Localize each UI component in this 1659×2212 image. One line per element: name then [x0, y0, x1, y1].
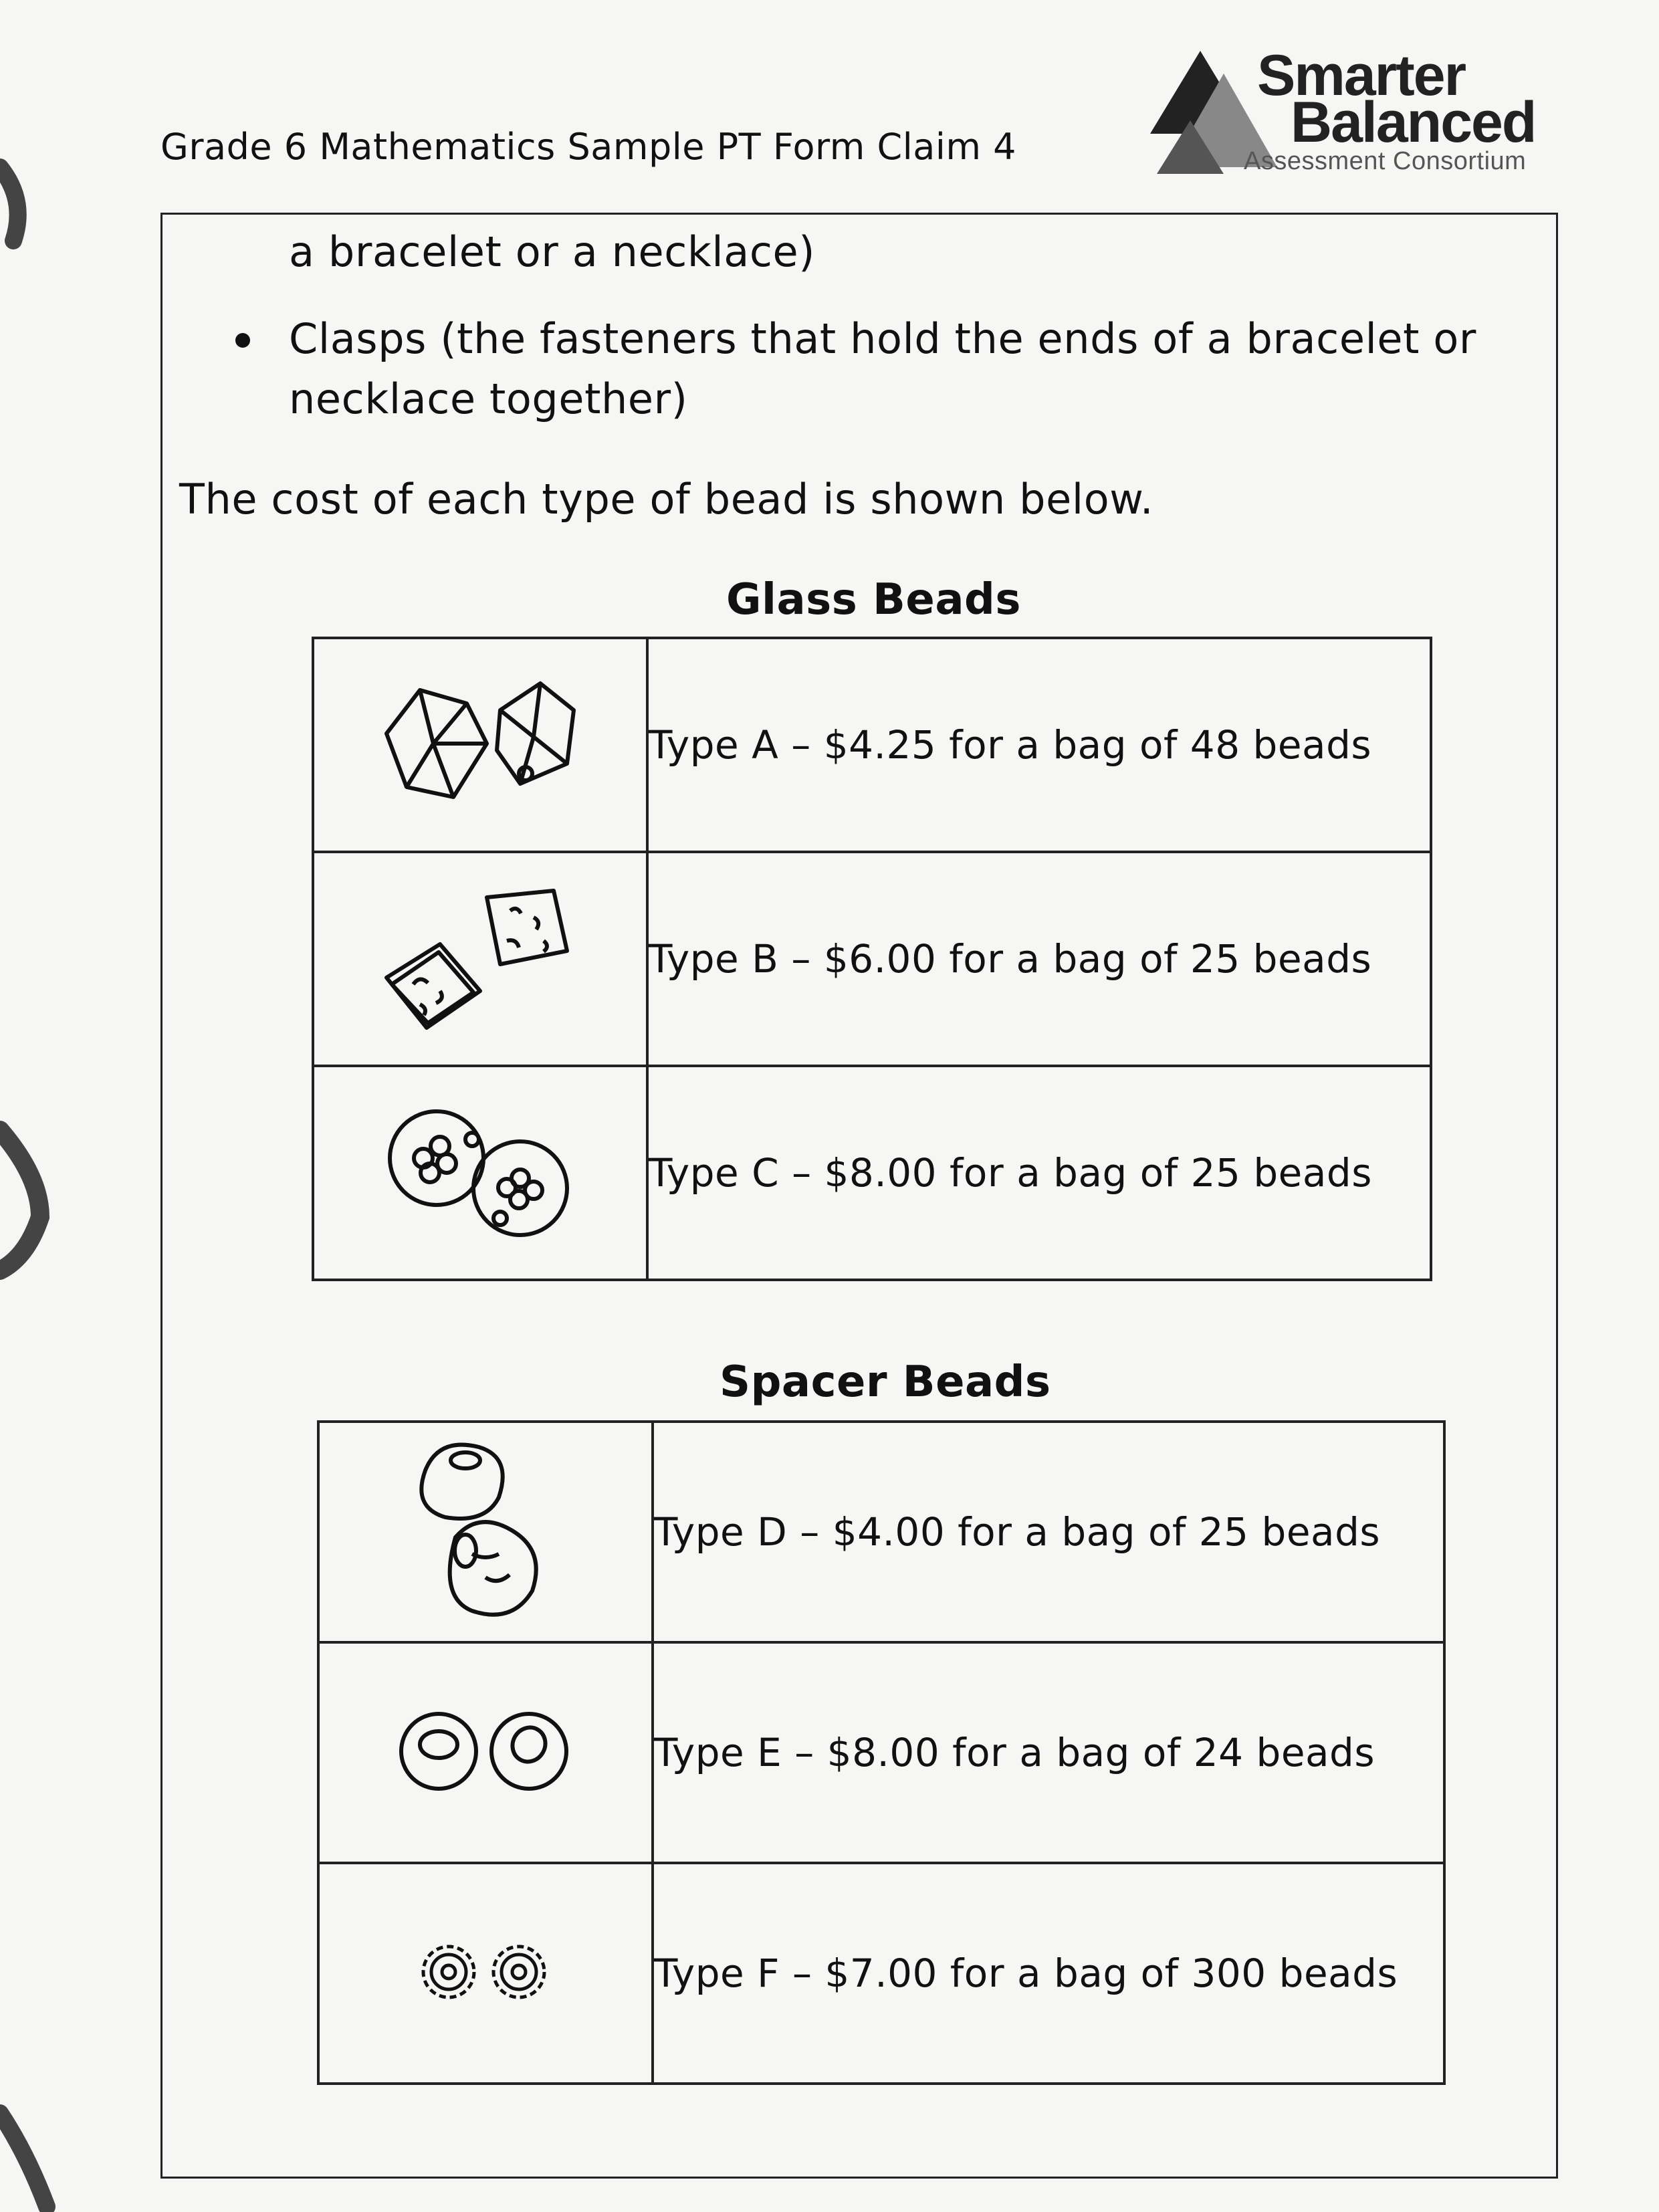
- spacer-beads-title: Spacer Beads: [720, 1357, 1051, 1407]
- bullet-text-line2: necklace together): [289, 374, 688, 423]
- round-bead-icon: [385, 1698, 586, 1805]
- spacer-beads-table: [317, 1420, 1446, 2085]
- faceted-bead-icon: [373, 670, 587, 817]
- type-a-label: Type A – $4.25 for a bag of 48 beads: [647, 638, 1431, 852]
- bullet-text-line1: Clasps (the fasteners that hold the ends of a bracelet or: [289, 314, 1476, 363]
- type-f-label: Type F – $7.00 for a bag of 300 beads: [653, 1863, 1444, 2084]
- square-bead-icon: [373, 877, 587, 1038]
- logo-text-smarter: Smarter: [1257, 43, 1466, 108]
- smarter-balanced-logo: [1150, 43, 1551, 181]
- page-header-title: Grade 6 Mathematics Sample PT Form Claim 4: [160, 126, 1016, 168]
- table-row: [318, 1642, 1444, 1863]
- logo-text-balanced: Balanced: [1291, 90, 1536, 154]
- table-row: [318, 1863, 1444, 2084]
- table-row: [318, 1422, 1444, 1642]
- nugget-bead-icon: [399, 1430, 572, 1631]
- table-row: [313, 638, 1431, 852]
- continued-text: a bracelet or a necklace): [289, 227, 816, 276]
- table-row: [313, 852, 1431, 1066]
- table-row: [313, 1066, 1431, 1280]
- type-e-label: Type E – $8.00 for a bag of 24 beads: [653, 1642, 1444, 1863]
- bullet-icon: [235, 333, 250, 348]
- type-b-label: Type B – $6.00 for a bag of 25 beads: [647, 852, 1431, 1066]
- rondelle-bead-icon: [405, 1932, 566, 2012]
- glass-beads-table: [312, 637, 1432, 1281]
- intro-text: The cost of each type of bead is shown below.: [179, 475, 1154, 524]
- type-d-label: Type D – $4.00 for a bag of 25 beads: [653, 1422, 1444, 1642]
- marker-scribble: [0, 0, 94, 2212]
- logo-text-consortium: Assessment Consortium: [1244, 147, 1527, 175]
- type-c-label: Type C – $8.00 for a bag of 25 beads: [647, 1066, 1431, 1280]
- glass-beads-title: Glass Beads: [726, 575, 1021, 625]
- flower-bead-icon: [373, 1098, 587, 1245]
